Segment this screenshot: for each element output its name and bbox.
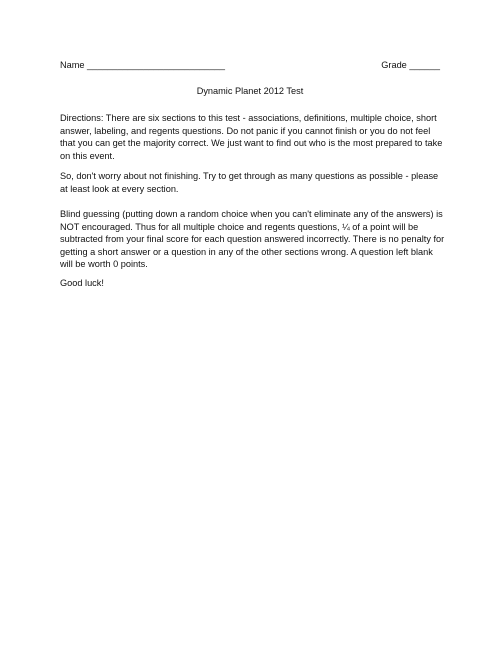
header-row (60, 59, 440, 72)
finishing-paragraph: So, don't worry about not finishing. Try to get through as many questions as possible - please at least look at every section. (60, 171, 439, 194)
grade-field-label: Grade ______ (381, 60, 440, 70)
test-title: Dynamic Planet 2012 Test (196, 86, 304, 96)
name-field-label: Name ___________________________ (60, 60, 226, 70)
good-luck-text: Good luck! (60, 278, 104, 288)
guessing-paragraph: Blind guessing (putting down a random choice when you can't eliminate any of the answers) is NOT encouraged. Thus for all multiple choice and regents questions, ¼ of a point will be subtracted from your final score for each question answered incorrectly. There is no penalty for getting a short answer or a question in any of the other sections wrong. A question left blank will be worth 0 points. (60, 209, 445, 270)
directions-paragraph: Directions: There are six sections to this test - associations, definitions, multiple choice, short answer, labeling, and regents questions. Do not panic if you cannot finish or you do not feel that you can get the majority correct. We just want to find out who is the most prepared to take on this event. (60, 113, 443, 161)
